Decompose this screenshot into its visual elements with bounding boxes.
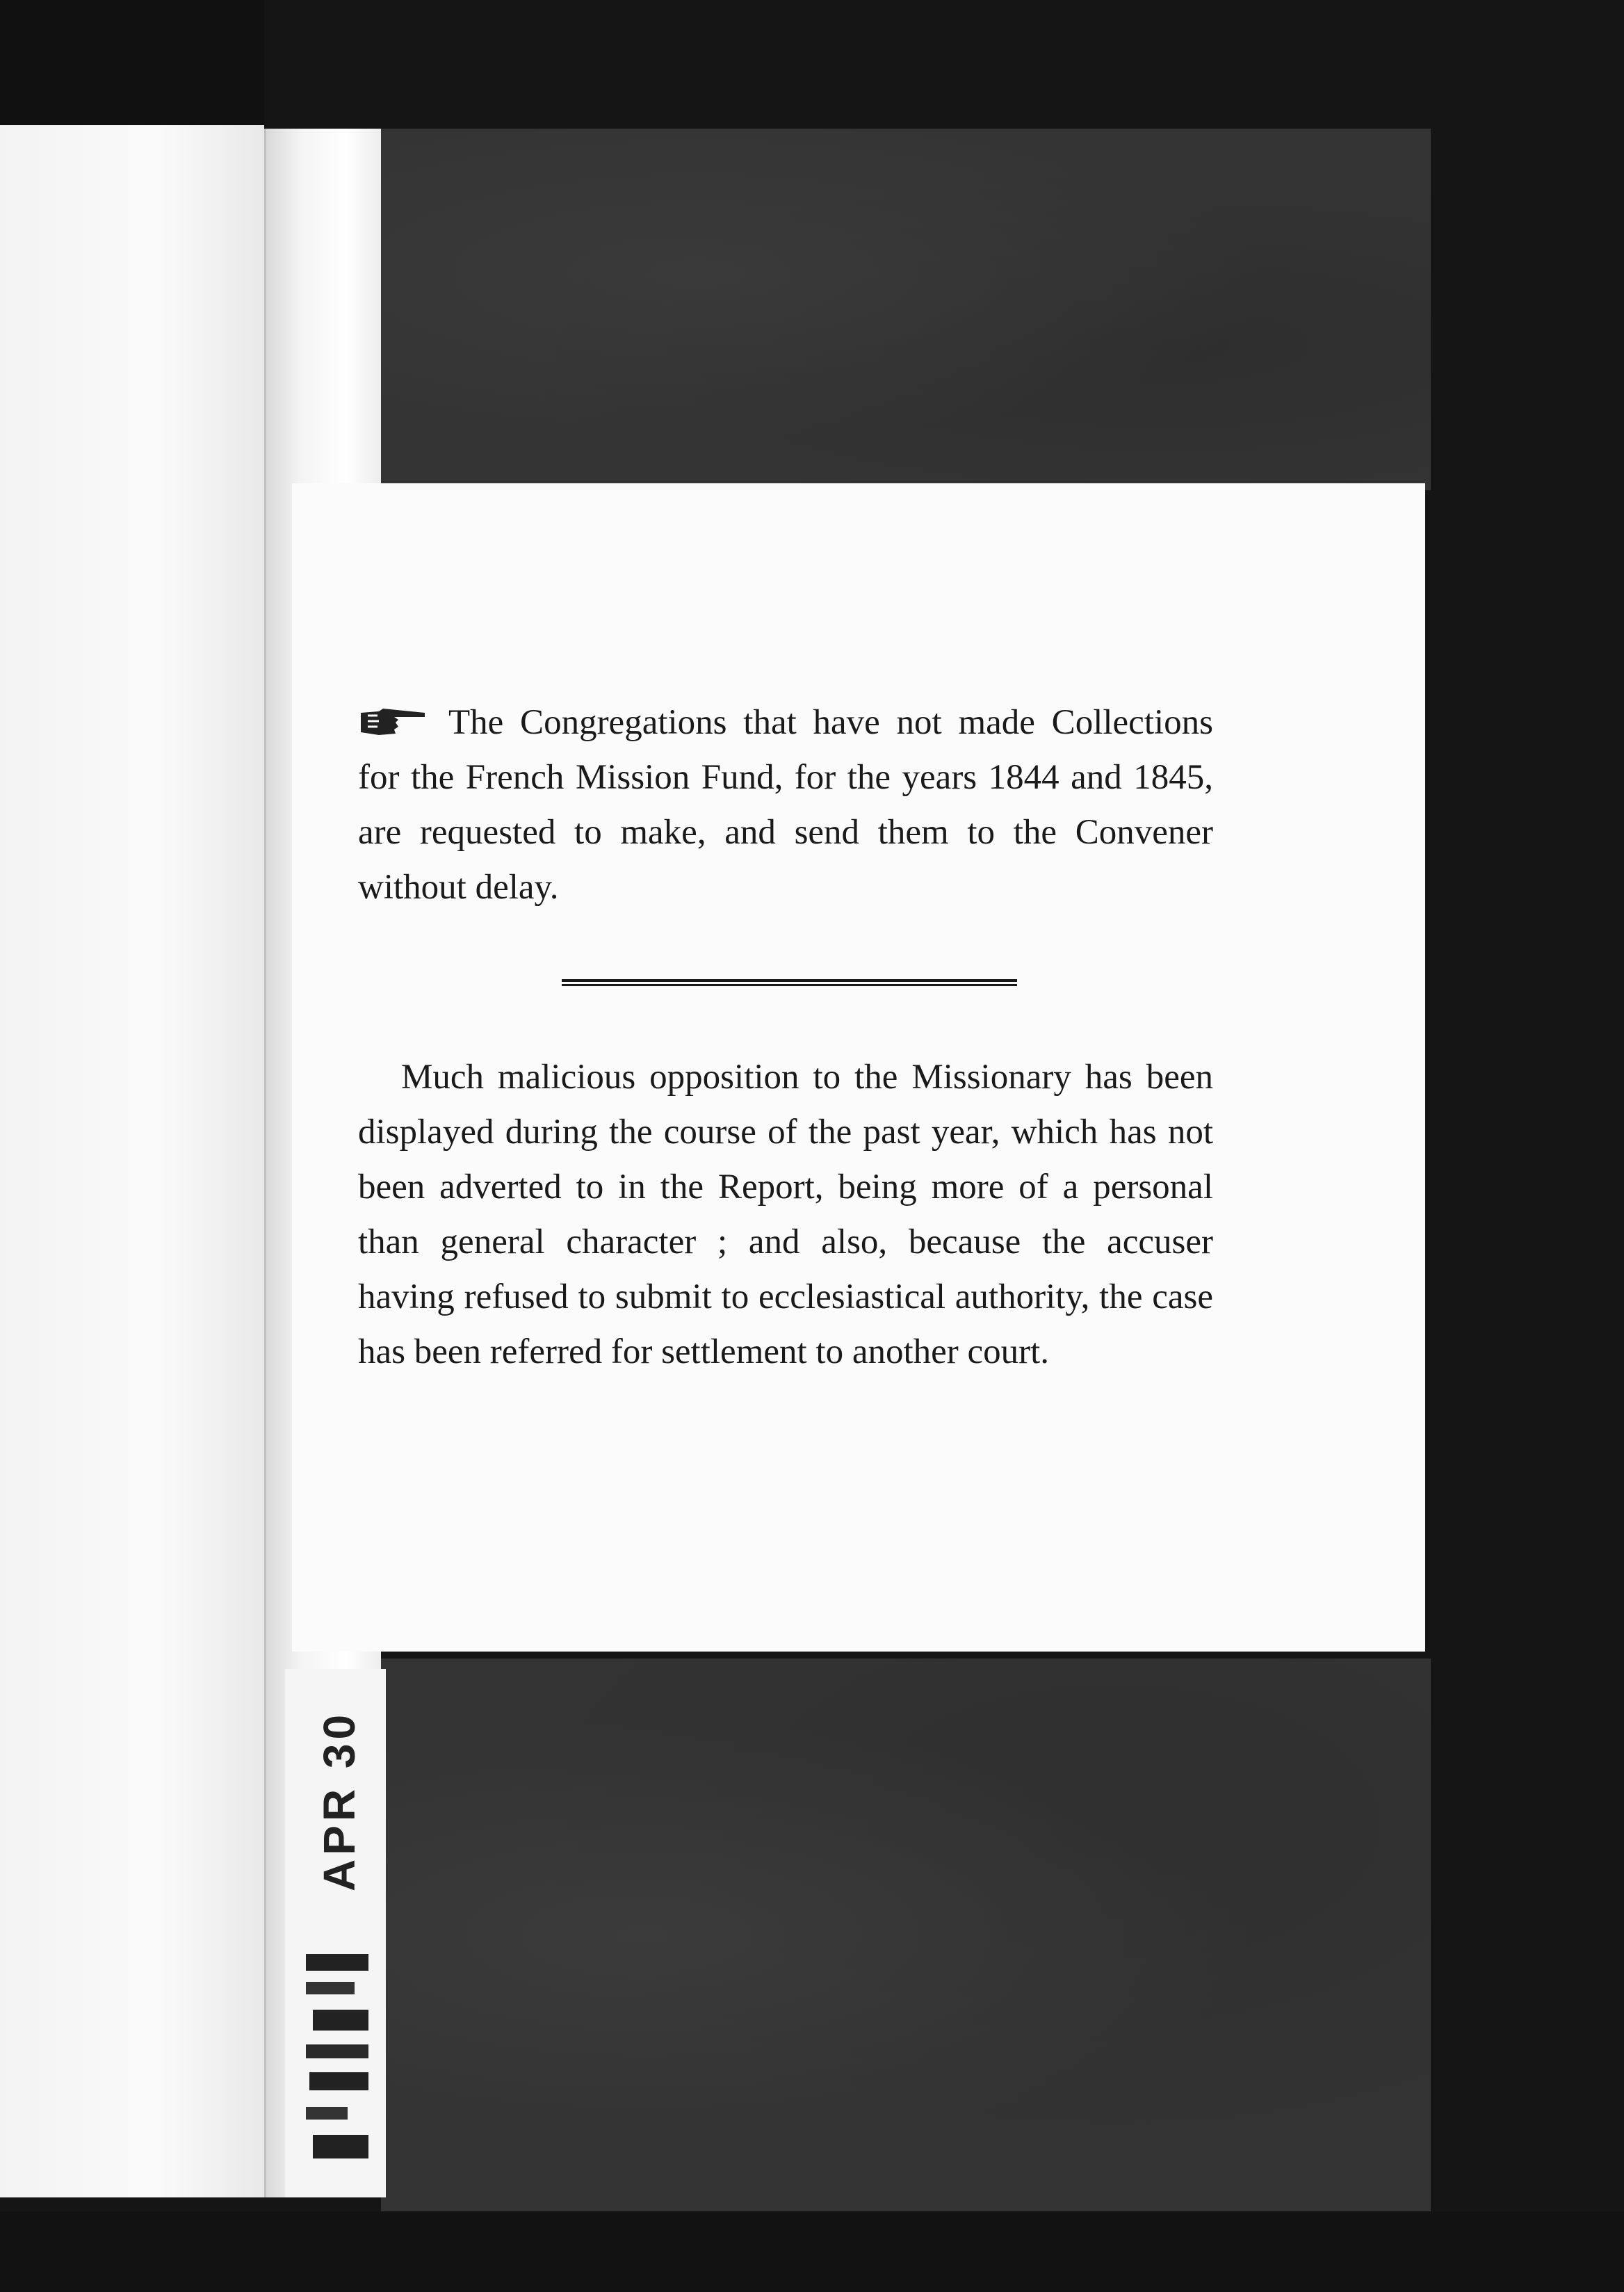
stamp-marks <box>299 1947 375 2177</box>
pointing-hand-icon <box>358 700 428 732</box>
note-paragraph: Much malicious opposition to the Missionary has been displayed during the course of the past year, which has not been adverted to in the Report, being more of a personal than general character ; and also, because the accuser having refused to submit to ecclesiastical authority, the case has been referred for settlement to another court. <box>358 1058 1213 1371</box>
notice-text: The Congregations that have not made Collections for the French Mission Fund, for the years 1844 and 1845, are requested to make, and send them to the Convener without delay. <box>358 703 1213 907</box>
section-divider <box>562 979 1017 986</box>
notice-paragraph <box>358 695 1213 915</box>
cover-board-top <box>381 129 1431 490</box>
facing-page <box>0 125 264 2197</box>
stamp-date: APR 30 <box>314 1710 364 1892</box>
scan-background-bottom <box>0 2211 1624 2292</box>
cover-board-bottom <box>381 1659 1431 2211</box>
scan-background <box>0 0 264 125</box>
